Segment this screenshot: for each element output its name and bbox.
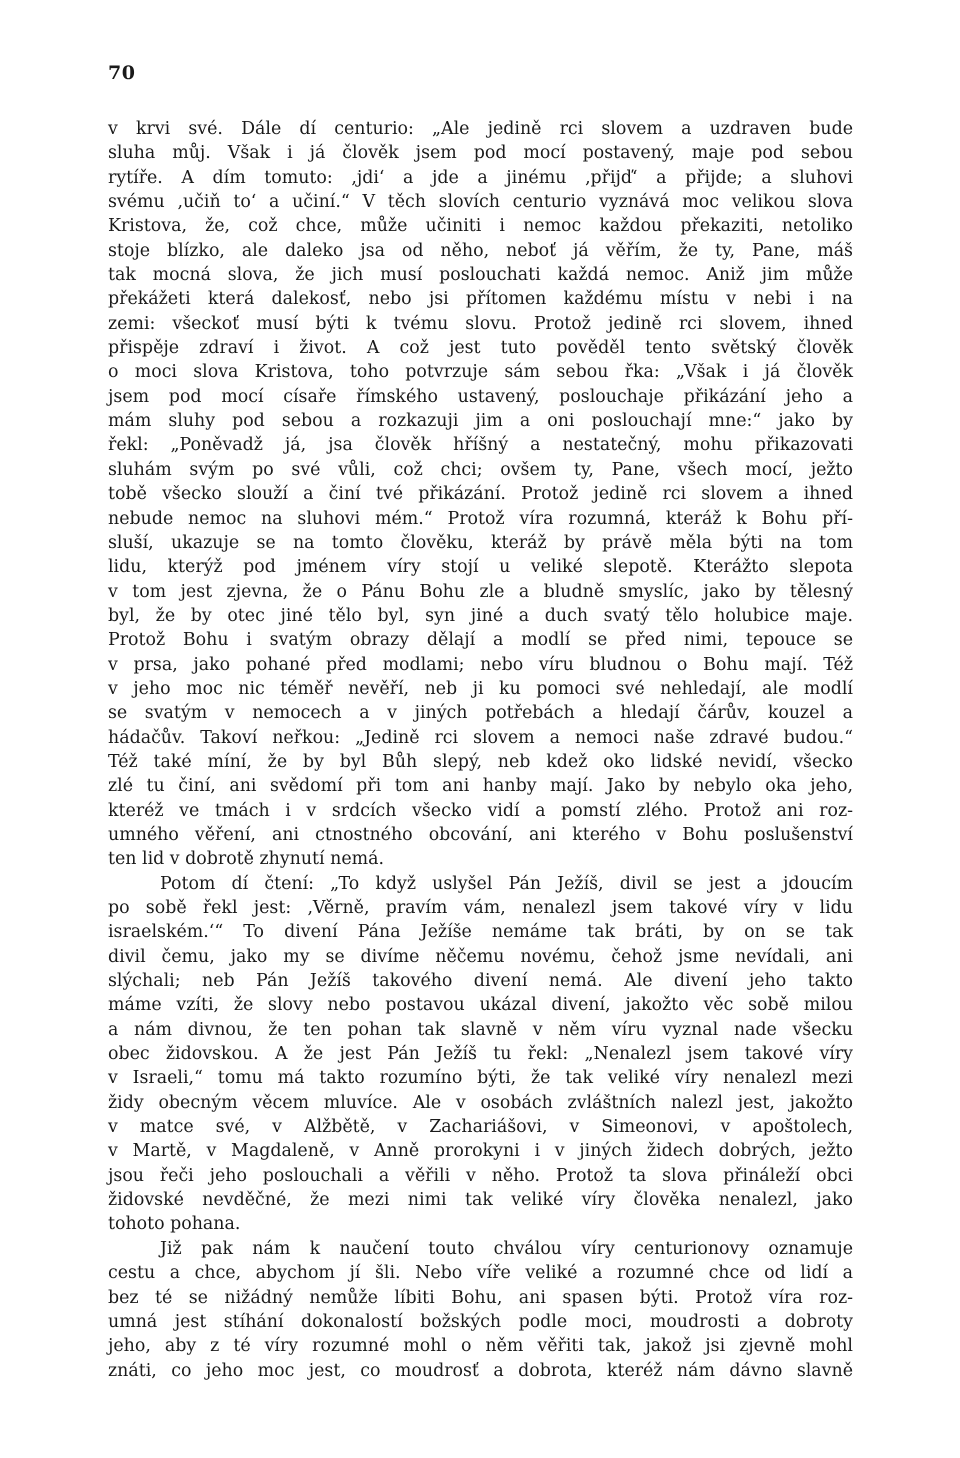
text-line: sluhám svým po své vůli, což chci; ovšem ty, Pane, všech mocí, ježto — [108, 459, 853, 480]
text-line: sluha můj. Však i já člověk jsem pod mocí postavený, maje pod sebou — [108, 143, 853, 164]
text-line: israelském.‘“ To divení Pána Ježíše nemáme tak bráti, by on se tak — [108, 922, 853, 943]
text-line: byl, že by otec jiné tělo byl, syn jiné a duch svatý tělo holubice maje. — [108, 605, 853, 626]
text-line: sluší, ukazuje se na tomto člověku, kteráž by právě měla býti na tom — [108, 532, 853, 553]
text-line: tohoto pohana. — [108, 1214, 241, 1235]
body-text — [108, 117, 853, 1383]
paragraph-first-line: Již pak nám k naučení touto chválou víry centurionovy oznamuje — [160, 1238, 853, 1259]
text-line: o moci slova Kristova, toho potvrzuje sám sebou řka: „Však i já člověk — [108, 362, 853, 383]
text-line: překážeti která dalekosť, nebo jsi přítomen každému místu v nebi i na — [108, 289, 853, 310]
text-line: v jeho moc nic téměř nevěří, neb ji ku pomoci své nehledají, ale modlí — [108, 678, 853, 699]
text-line: stoje blízko, ale daleko jsa od něho, neboť já věřím, že ty, Pane, máš — [108, 240, 853, 261]
paragraph-first-line: Potom dí čtení: „To když uslyšel Pán Ježíš, divil se jest a jdoucím — [160, 873, 853, 894]
text-line: zemi: všeckoť musí býti k tvému slovu. Protož jedině rci slovem, ihned — [108, 313, 853, 334]
text-line: nebude nemoc na sluhovi mém.“ Protož víra rozumná, kteráž k Bohu pří- — [108, 508, 853, 529]
text-line: po sobě řekl jest: ‚Věrně, pravím vám, nenalezl jsem takové víry v lidu — [108, 898, 853, 918]
text-line: jeho, aby z té víry rozumné mohl o něm věřiti tak, jakož jsi zjevně mohl — [108, 1336, 853, 1357]
text-line: židovské nevděčné, že mezi nimi tak veliké víry člověka nenalezl, jako — [108, 1190, 853, 1211]
page-number: 70 — [108, 62, 136, 84]
text-line: v tom jest zjevna, že o Pánu Bohu zle a bludně smyslíc, jako by tělesný — [108, 581, 853, 602]
text-line: a nám divnou, že ten pohan tak slavně v něm víru vyznal nade všecku — [108, 1019, 853, 1040]
text-line: židy obecným věcem mluvíce. Ale v osobách zvláštních nalezl jest, jakožto — [108, 1092, 853, 1113]
text-line: kteréž ve tmách i v srdcích všecko vidí a pomstí zlého. Protož ani roz- — [108, 800, 853, 821]
text-line: divil čemu, jako my se divíme něčemu novému, čehož jsme nevídali, ani — [108, 946, 853, 967]
text-line: v Israeli,“ tomu má takto rozumíno býti, že tak veliké víry nenalezl mezi — [108, 1068, 853, 1089]
text-line: jsem pod mocí císaře římského ustavený, poslouchaje přikázání jeho a — [108, 386, 853, 407]
text-line: cestu a chce, abychom jí šli. Nebo víře veliké a rozumné chce od lidí a — [108, 1263, 853, 1284]
text-line: tak mocná slova, že jich musí poslouchati každá nemoc. Aniž jim může — [108, 265, 853, 286]
text-line: hádačův. Takoví neřkou: „Jedině rci slovem a nemoci naše zdravé budou.“ — [108, 727, 853, 748]
text-line: v Martě, v Magdaleně, v Anně prorokyni i v jiných židech dobrých, ježto — [108, 1141, 853, 1162]
text-line: zlé tu činí, ani svědomí při tom ani hanby mají. Jako by nebylo oka jeho, — [108, 776, 853, 797]
text-line: máme vzíti, že slovy nebo postavou ukázal divení, jakožto věc sobě milou — [108, 995, 853, 1016]
text-line: Též také míní, že by byl Bůh slepý, neb kdež oko lidské nevidí, všecko — [108, 751, 853, 772]
text-line: jsou řeči jeho poslouchali a věřili v něho. Protož ta slova přináleží obci — [108, 1165, 853, 1186]
text-line: obec židovskou. A že jest Pán Ježíš tu řekl: „Nenalezl jsem takové víry — [108, 1044, 853, 1065]
text-line: tobě všecko slouží a činí tvé přikázání. Protož jedině rci slovem a ihned — [108, 484, 853, 505]
text-line: Protož Bohu i svatým obrazy dělají a modlí se před nimi, tepouce se — [108, 630, 853, 651]
text-line: v matce své, v Alžbětě, v Zachariášovi, v Simeonovi, v apoštolech, — [108, 1117, 853, 1138]
text-line: mám sluhy pod sebou a rozkazuji jim a oni poslouchají mne:“ jako by — [108, 411, 853, 432]
text-line: svému ‚učiň to‘ a učiní.“ V těch slovích centurio vyznává moc velikou slova — [108, 192, 853, 213]
text-line: se svatým v nemocech a v jiných potřebách a hledají čárův, kouzel a — [108, 703, 853, 724]
text-line: v prsa, jako pohané před modlami; nebo víru bludnou o Bohu mají. Též — [108, 654, 853, 675]
text-line: v krvi své. Dále dí centurio: „Ale jedině rci slovem a uzdraven bude — [108, 119, 853, 139]
text-line: umného věření, ani ctnostného obcování, ani kterého v Bohu poslušenství — [108, 824, 853, 845]
text-line: přispěje zdraví i život. A což jest tuto pověděl tento světský člověk — [108, 338, 853, 359]
text-line: Kristova, že, což chce, může učiniti i nemoc každou překaziti, netoliko — [108, 216, 853, 237]
text-line: umná jest stíhání dokonalostí božských podle moci, moudrosti a dobroty — [108, 1311, 853, 1332]
text-line: řekl: „Poněvadž já, jsa člověk hříšný a nestatečný, mohu přikazovati — [108, 435, 853, 456]
text-line: ten lid v dobrotě zhynutí nemá. — [108, 849, 385, 870]
text-line: slýchali; neb Pán Ježíš takového divení nemá. Ale divení jeho takto — [108, 971, 853, 992]
text-line: bez té se nižádný nemůže líbiti Bohu, ani spasen býti. Protož víra roz- — [108, 1287, 853, 1308]
text-line: rytíře. A dím tomuto: ‚jdi‘ a jde a jinému ‚přijď‘ a přijde; a sluhovi — [108, 167, 853, 188]
text-line: znáti, co jeho moc jest, co moudrosť a dobrota, kteréž nám dávno slavně — [108, 1360, 853, 1381]
text-line: lidu, kterýž pod jménem víry stojí u veliké slepotě. Kterážto slepota — [108, 557, 853, 578]
